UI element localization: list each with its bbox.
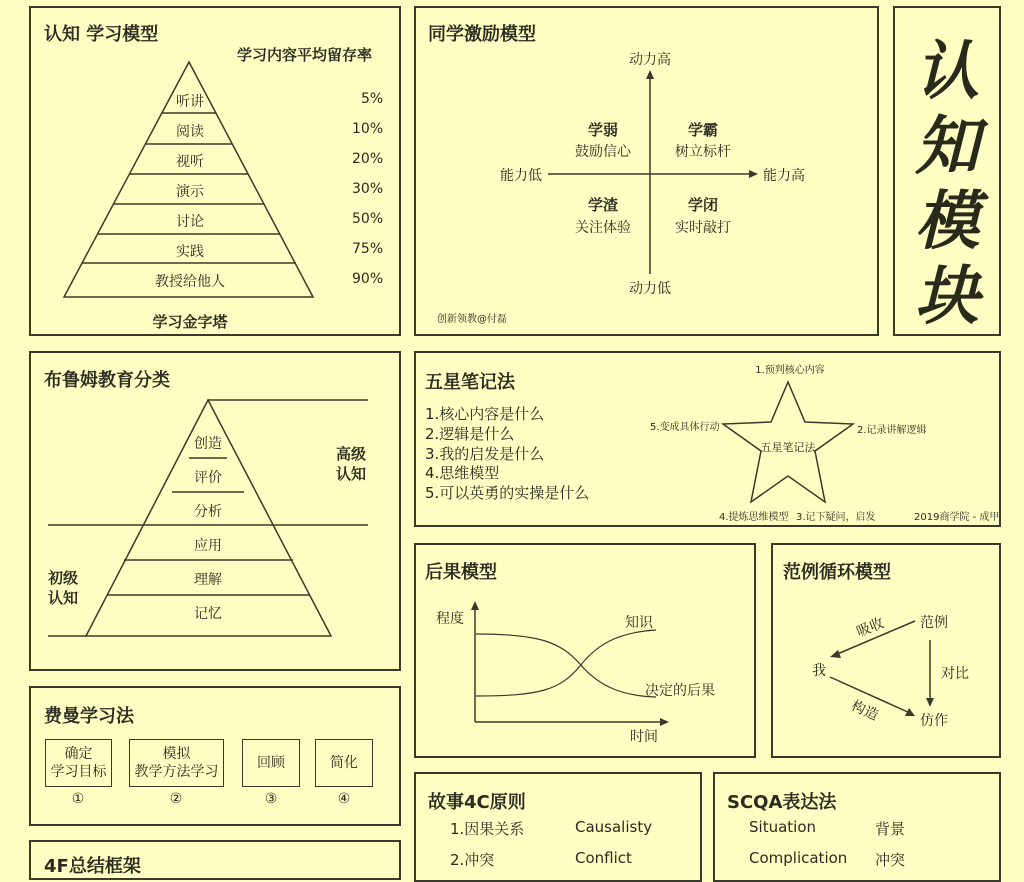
pyramid-level: 实践 bbox=[176, 244, 204, 260]
feynman-step bbox=[242, 739, 300, 787]
retention-rate: 50% bbox=[352, 211, 384, 227]
pyramid-level: 阅读 bbox=[176, 124, 204, 140]
fivestar-credit: 2019商学院 - 成甲 bbox=[914, 512, 1000, 523]
bloom-level: 分析 bbox=[194, 504, 222, 520]
falling-curve-label: 决定的后果 bbox=[645, 683, 715, 699]
fivestar-item: 4.思维模型 bbox=[425, 464, 500, 482]
fourf-title: 4F总结框架 bbox=[44, 856, 141, 877]
retention-rate: 10% bbox=[352, 121, 384, 137]
feynman-step-line1: 模拟 bbox=[162, 746, 191, 762]
scqa-en: Complication bbox=[749, 849, 848, 867]
quadrant-title: 学霸 bbox=[687, 121, 719, 139]
feynman-step-line2: 教学方法学习 bbox=[134, 764, 219, 780]
feynman-step-number: ③ bbox=[264, 791, 278, 807]
scqa-title: SCQA表达法 bbox=[727, 792, 837, 813]
quadrant-title: 学弱 bbox=[587, 121, 619, 139]
bloom-level: 理解 bbox=[194, 572, 222, 588]
retention-rate: 30% bbox=[352, 181, 384, 197]
story4c-cn: 2.冲突 bbox=[450, 851, 495, 869]
star-point-label: 1.预判核心内容 bbox=[755, 365, 825, 376]
axis-right-label: 能力高 bbox=[763, 168, 805, 184]
quadrant-sub: 树立标杆 bbox=[675, 144, 731, 160]
fivestar-title: 五星笔记法 bbox=[425, 372, 515, 393]
consequence-title: 后果模型 bbox=[425, 562, 497, 583]
fivestar-item: 2.逻辑是什么 bbox=[425, 425, 515, 443]
quadrant-sub: 鼓励信心 bbox=[575, 144, 631, 160]
learning-pyramid-title: 认知 学习模型 bbox=[44, 24, 159, 45]
star-point-label: 2.记录讲解逻辑 bbox=[857, 425, 927, 436]
feynman-step bbox=[129, 739, 224, 787]
retention-rate: 75% bbox=[352, 241, 384, 257]
retention-rate: 5% bbox=[361, 91, 384, 107]
scqa-en: Situation bbox=[749, 818, 817, 836]
retention-rate: 90% bbox=[352, 271, 384, 287]
fivestar-item: 3.我的启发是什么 bbox=[425, 445, 545, 463]
example-cycle-title: 范例循环模型 bbox=[783, 562, 891, 583]
feynman-step bbox=[45, 739, 112, 787]
quadrant-sub: 实时敲打 bbox=[675, 220, 731, 236]
scqa-cn: 背景 bbox=[875, 820, 906, 838]
side-title-char: 模 bbox=[915, 185, 979, 259]
side-title-char: 认 bbox=[915, 35, 979, 109]
bloom-high-label: 高级 bbox=[336, 445, 367, 463]
axis-top-label: 动力高 bbox=[629, 52, 671, 68]
cycle-node: 仿作 bbox=[920, 713, 948, 729]
cycle-edge-label: 吸收 bbox=[854, 615, 887, 641]
star-point-label: 3.记下疑问，启发 bbox=[796, 512, 876, 523]
retention-rate: 20% bbox=[352, 151, 384, 167]
feynman-step-number: ② bbox=[169, 791, 183, 807]
feynman-step-line2: 学习目标 bbox=[50, 764, 107, 780]
pyramid-level: 讨论 bbox=[176, 214, 204, 230]
cycle-edge-label: 构造 bbox=[848, 697, 881, 724]
pyramid-level: 听讲 bbox=[176, 94, 204, 110]
bloom-level: 应用 bbox=[194, 538, 222, 554]
bloom-low-label: 初级 bbox=[48, 569, 79, 587]
star-center-label: 五星笔记法 bbox=[760, 441, 816, 454]
consequence-xlabel: 时间 bbox=[630, 729, 658, 745]
peer-model-title: 同学激励模型 bbox=[428, 24, 536, 45]
quadrant-sub: 关注体验 bbox=[575, 220, 631, 236]
feynman-step bbox=[315, 739, 373, 787]
bloom-high-label: 认知 bbox=[336, 465, 367, 483]
feynman-title: 费曼学习法 bbox=[44, 706, 134, 727]
quadrant-title: 学闭 bbox=[687, 196, 719, 214]
retention-header: 学习内容平均留存率 bbox=[237, 46, 373, 64]
feynman-step-number: ① bbox=[71, 791, 85, 807]
pyramid-level: 视听 bbox=[176, 154, 204, 170]
star-point-label: 5.变成具体行动 bbox=[650, 422, 720, 433]
feynman-step-line1: 回顾 bbox=[257, 755, 285, 771]
bloom-level: 评价 bbox=[194, 470, 222, 486]
pyramid-level: 教授给他人 bbox=[155, 274, 225, 290]
star-point-label: 4.提炼思维模型 bbox=[719, 512, 789, 523]
feynman-step-line1: 简化 bbox=[330, 755, 358, 771]
feynman-step-number: ④ bbox=[337, 791, 351, 807]
bloom-level: 记忆 bbox=[194, 606, 222, 622]
bloom-low-label: 认知 bbox=[48, 589, 79, 607]
scqa-cn: 冲突 bbox=[875, 851, 906, 869]
fivestar-item: 1.核心内容是什么 bbox=[425, 405, 545, 423]
cycle-node: 范例 bbox=[920, 615, 948, 631]
feynman-step-line1: 确定 bbox=[64, 746, 93, 762]
fivestar-item: 5.可以英勇的实操是什么 bbox=[425, 484, 590, 502]
axis-bottom-label: 动力低 bbox=[629, 281, 671, 297]
consequence-ylabel: 程度 bbox=[436, 611, 464, 627]
pyramid-caption: 学习金字塔 bbox=[152, 313, 228, 331]
story4c-en: Conflict bbox=[575, 849, 632, 867]
pyramid-level: 演示 bbox=[176, 184, 204, 200]
side-title-char: 块 bbox=[915, 260, 979, 334]
rising-curve-label: 知识 bbox=[625, 615, 653, 631]
side-title-char: 知 bbox=[915, 110, 979, 184]
axis-left-label: 能力低 bbox=[500, 168, 542, 184]
bloom-title: 布鲁姆教育分类 bbox=[44, 370, 170, 391]
bloom-level: 创造 bbox=[194, 436, 222, 452]
quadrant-title: 学渣 bbox=[587, 196, 619, 214]
story4c-cn: 1.因果关系 bbox=[450, 820, 525, 838]
story4c-en: Causalisty bbox=[575, 818, 653, 836]
cycle-edge-label: 对比 bbox=[941, 666, 969, 682]
story4c-title: 故事4C原则 bbox=[428, 792, 526, 813]
peer-credit: 创新领教@付磊 bbox=[437, 314, 507, 325]
cycle-node: 我 bbox=[812, 663, 826, 679]
